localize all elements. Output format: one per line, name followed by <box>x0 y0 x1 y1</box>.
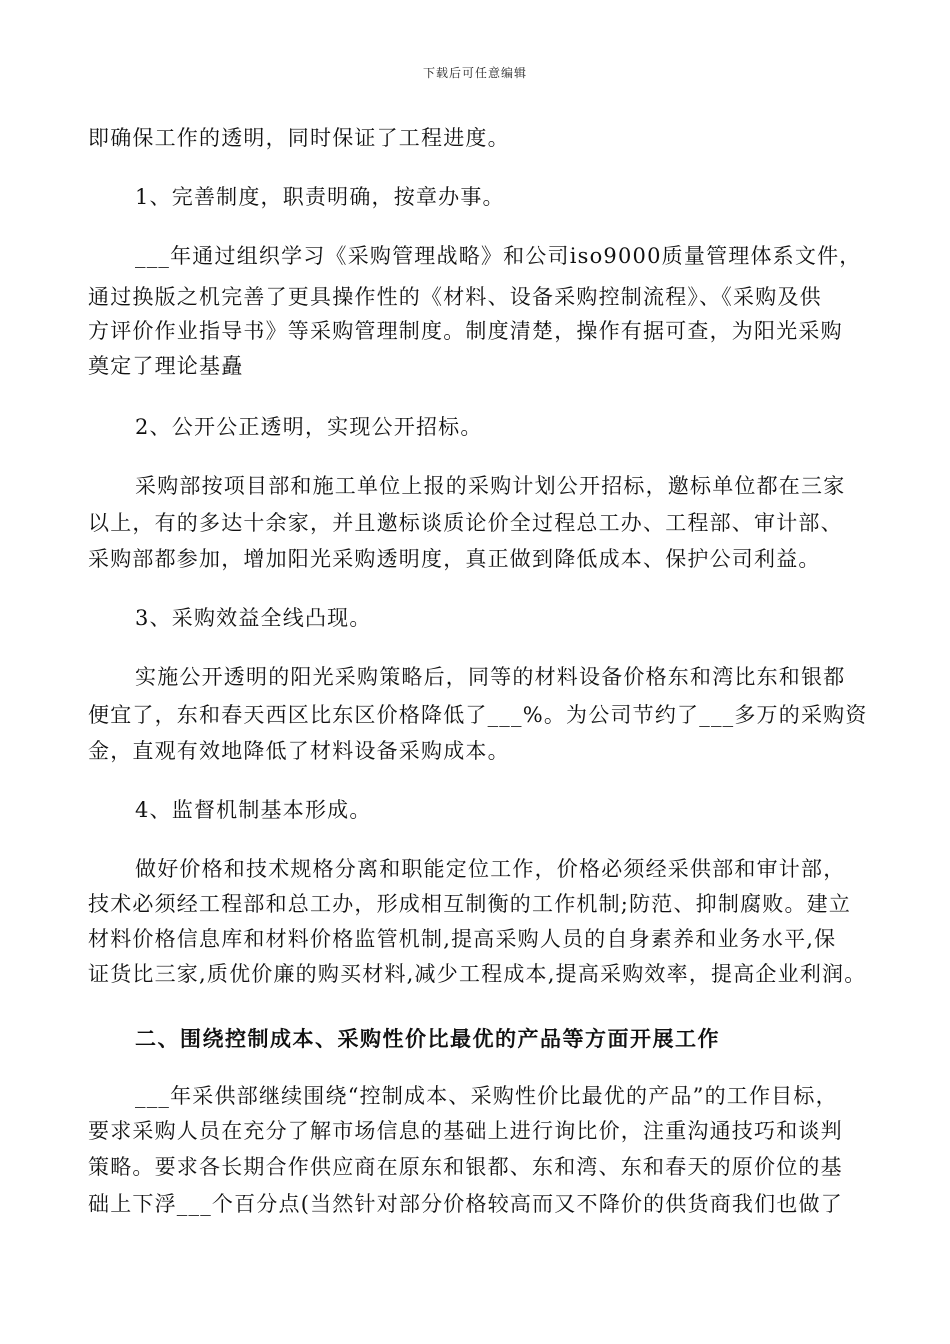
paragraph-line: 采购部按项目部和施工单位上报的采购计划公开招标，邀标单位都在三家 <box>135 474 846 498</box>
section-heading-4: 4、监督机制基本形成。 <box>135 798 372 822</box>
page-header: 下载后可任意编辑 <box>422 66 527 80</box>
paragraph-line: 便宜了，东和春天西区比东区价格降低了___%。为公司节约了___多万的采购资 <box>88 703 868 727</box>
section-heading-3: 3、采购效益全线凸现。 <box>135 606 372 630</box>
paragraph-line: ___年通过组织学习《采购管理战略》和公司iso9000质量管理体系文件， <box>135 244 862 268</box>
paragraph-line: 实施公开透明的阳光采购策略后，同等的材料设备价格东和湾比东和银都 <box>135 665 846 689</box>
paragraph-line: 通过换版之机完善了更具操作性的《材料、设备采购控制流程》、《采购及供 <box>88 285 822 309</box>
paragraph-line: 以上，有的多达十余家，并且邀标谈质论价全过程总工办、工程部、审计部、 <box>88 511 843 535</box>
paragraph-line: ___年采供部继续围绕“控制成本、采购性价比最优的产品”的工作目标， <box>135 1084 838 1108</box>
paragraph-line: 策略。要求各长期合作供应商在原东和银都、东和湾、东和春天的原价位的基 <box>88 1155 843 1179</box>
section-heading-1: 1、完善制度，职责明确，按章办事。 <box>135 185 505 209</box>
paragraph-line: 础上下浮___个百分点(当然针对部分价格较高而又不降价的供货商我们也做了 <box>88 1192 843 1216</box>
paragraph-line: 奠定了理论基矗 <box>88 354 244 378</box>
paragraph-line: 方评价作业指导书》等采购管理制度。制度清楚，操作有据可查，为阳光采购 <box>88 319 843 343</box>
paragraph-line: 采购部都参加，增加阳光采购透明度，真正做到降低成本、保护公司利益。 <box>88 547 821 571</box>
paragraph-line: 做好价格和技术规格分离和职能定位工作，价格必须经采供部和审计部， <box>135 857 846 881</box>
paragraph-line: 要求采购人员在充分了解市场信息的基础上进行询比价，注重沟通技巧和谈判 <box>88 1119 843 1143</box>
paragraph-line: 材料价格信息库和材料价格监管机制,提高采购人员的自身素养和业务水平,保 <box>88 927 837 951</box>
major-heading: 二、围绕控制成本、采购性价比最优的产品等方面开展工作 <box>135 1027 720 1051</box>
section-heading-2: 2、公开公正透明，实现公开招标。 <box>135 415 483 439</box>
paragraph-line: 即确保工作的透明，同时保证了工程进度。 <box>88 126 510 150</box>
paragraph-line: 技术必须经工程部和总工办，形成相互制衡的工作机制;防范、抑制腐败。建立 <box>88 892 852 916</box>
paragraph-line: 金，直观有效地降低了材料设备采购成本。 <box>88 739 510 763</box>
paragraph-line: 证货比三家,质优价廉的购买材料,减少工程成本,提高采购效率，提高企业利润。 <box>88 962 867 986</box>
